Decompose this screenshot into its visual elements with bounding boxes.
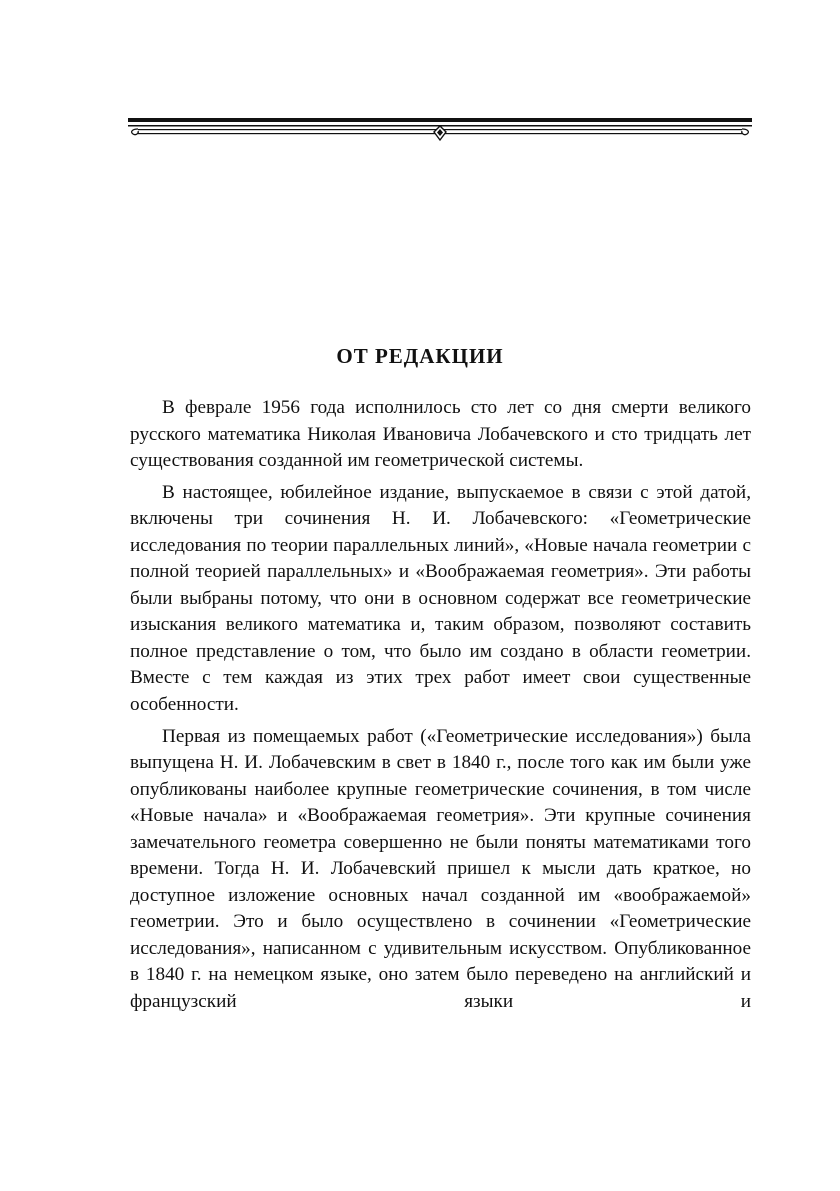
- right-scroll-ornament: [742, 129, 749, 135]
- paragraph-2: В настоящее, юбилейное издание, выпускаемое в связи с этой датой, включены три сочинения Н. И. Лобачевского: «Геометрические исследования по теории параллельных линий», «Новые начала геометрии с полной теорией параллельных» и «Воображаемая геометрия». Эти работы были выбраны потому, что они в основном содержат все геометрические изыскания великого математика и, таким образом, позволяют составить полное представление о том, что было им создано в области геометрии. Вместе с тем каждая из этих трех работ имеет свои существенные особенности.: [130, 481, 751, 716]
- decorative-rule: [128, 116, 752, 146]
- page-title: ОТ РЕДАКЦИИ: [336, 344, 504, 368]
- center-diamond-ornament: [434, 126, 446, 140]
- left-scroll-ornament: [132, 129, 139, 135]
- paragraph-1: В феврале 1956 года исполнилось сто лет со дня смерти великого русского математика Николая Ивановича Лобачевского и сто тридцать лет существования созданной им геометрической системы.: [130, 397, 751, 472]
- paragraph-3: Первая из помещаемых работ («Геометрические исследования») была выпущена Н. И. Лобачевским в свет в 1840 г., после того как им были уже опубликованы наиболее крупные геометрические сочинения, в том числе «Новые начала» и «Воображаемая геометрия». Эти крупные сочинения замечательного геометра совершенно не были поняты математиками того времени. Тогда Н. И. Лобачевский пришел к мысли дать краткое, но доступное изложение основных начал созданной им «воображаемой» геометрии. Это и было осуществлено в сочинении «Геометрические исследования», написанном с удивительным искусством. Опубликованное в 1840 г. на немецком языке, оно затем было переведено на английский и французский языки и: [130, 725, 751, 1013]
- body-text: [130, 395, 751, 1016]
